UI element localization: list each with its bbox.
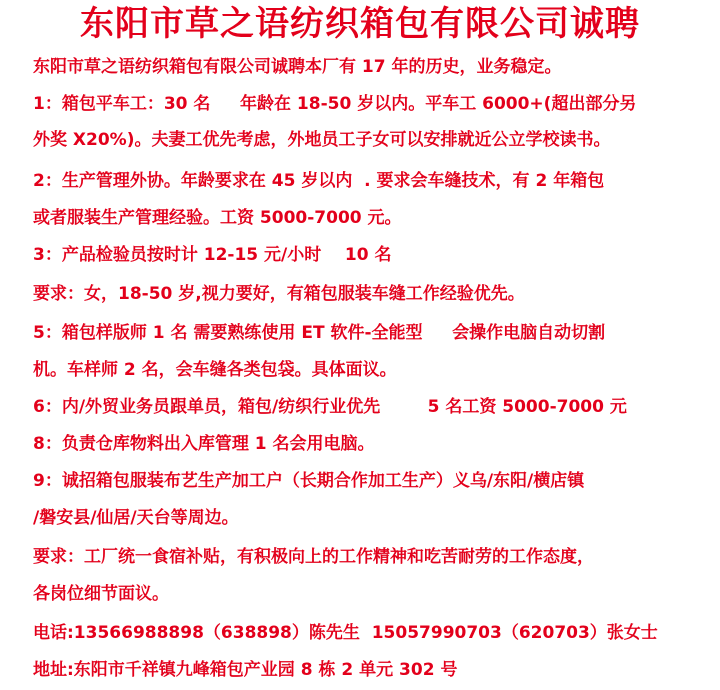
contact-phone-line: 电话:13566988898（638898）陈先生 15057990703（620703）张女士	[33, 623, 658, 643]
job-8-line: 8：负责仓库物料出入库管理 1 名会用电脑。	[33, 434, 375, 454]
company-intro-line: 东阳市草之语纺织箱包有限公司诚聘本厂有 17 年的历史，业务稳定。	[33, 57, 562, 77]
general-requirements-line-2: 各岗位细节面议。	[33, 584, 169, 604]
general-requirements-line-1: 要求：工厂统一食宿补贴，有积极向上的工作精神和吃苦耐劳的工作态度，	[33, 547, 594, 567]
job-5-line-2: 机。车样师 2 名，会车缝各类包袋。具体面议。	[33, 360, 397, 380]
job-9-line-2: /磐安县/仙居/天台等周边。	[33, 508, 239, 528]
job-1-line-2: 外奖 X20%)。夫妻工优先考虑，外地员工子女可以安排就近公立学校读书。	[33, 130, 611, 150]
job-3-requirements: 要求：女，18-50 岁,视力要好，有箱包服装车缝工作经验优先。	[33, 284, 525, 304]
notice-title: 东阳市草之语纺织箱包有限公司诚聘	[80, 4, 640, 44]
job-2-line-2: 或者服装生产管理经验。工资 5000-7000 元。	[33, 208, 402, 228]
job-3-line-1: 3：产品检验员按时计 12-15 元/小时 10 名	[33, 245, 392, 265]
job-9-line-1: 9：诚招箱包服装布艺生产加工户（长期合作加工生产）义乌/东阳/横店镇	[33, 471, 585, 491]
job-6-line: 6：内/外贸业务员跟单员，箱包/纺织行业优先 5 名工资 5000-7000 元	[33, 397, 627, 417]
job-5-line-1: 5：箱包样版师 1 名 需要熟练使用 ET 软件-全能型 会操作电脑自动切割	[33, 323, 606, 343]
job-2-line-1: 2：生产管理外协。年龄要求在 45 岁以内 . 要求会车缝技术，有 2 年箱包	[33, 171, 605, 191]
job-1-line-1: 1：箱包平车工：30 名 年龄在 18-50 岁以内。平车工 6000+(超出部分另	[33, 94, 637, 114]
address-line: 地址:东阳市千祥镇九峰箱包产业园 8 栋 2 单元 302 号	[33, 660, 458, 680]
